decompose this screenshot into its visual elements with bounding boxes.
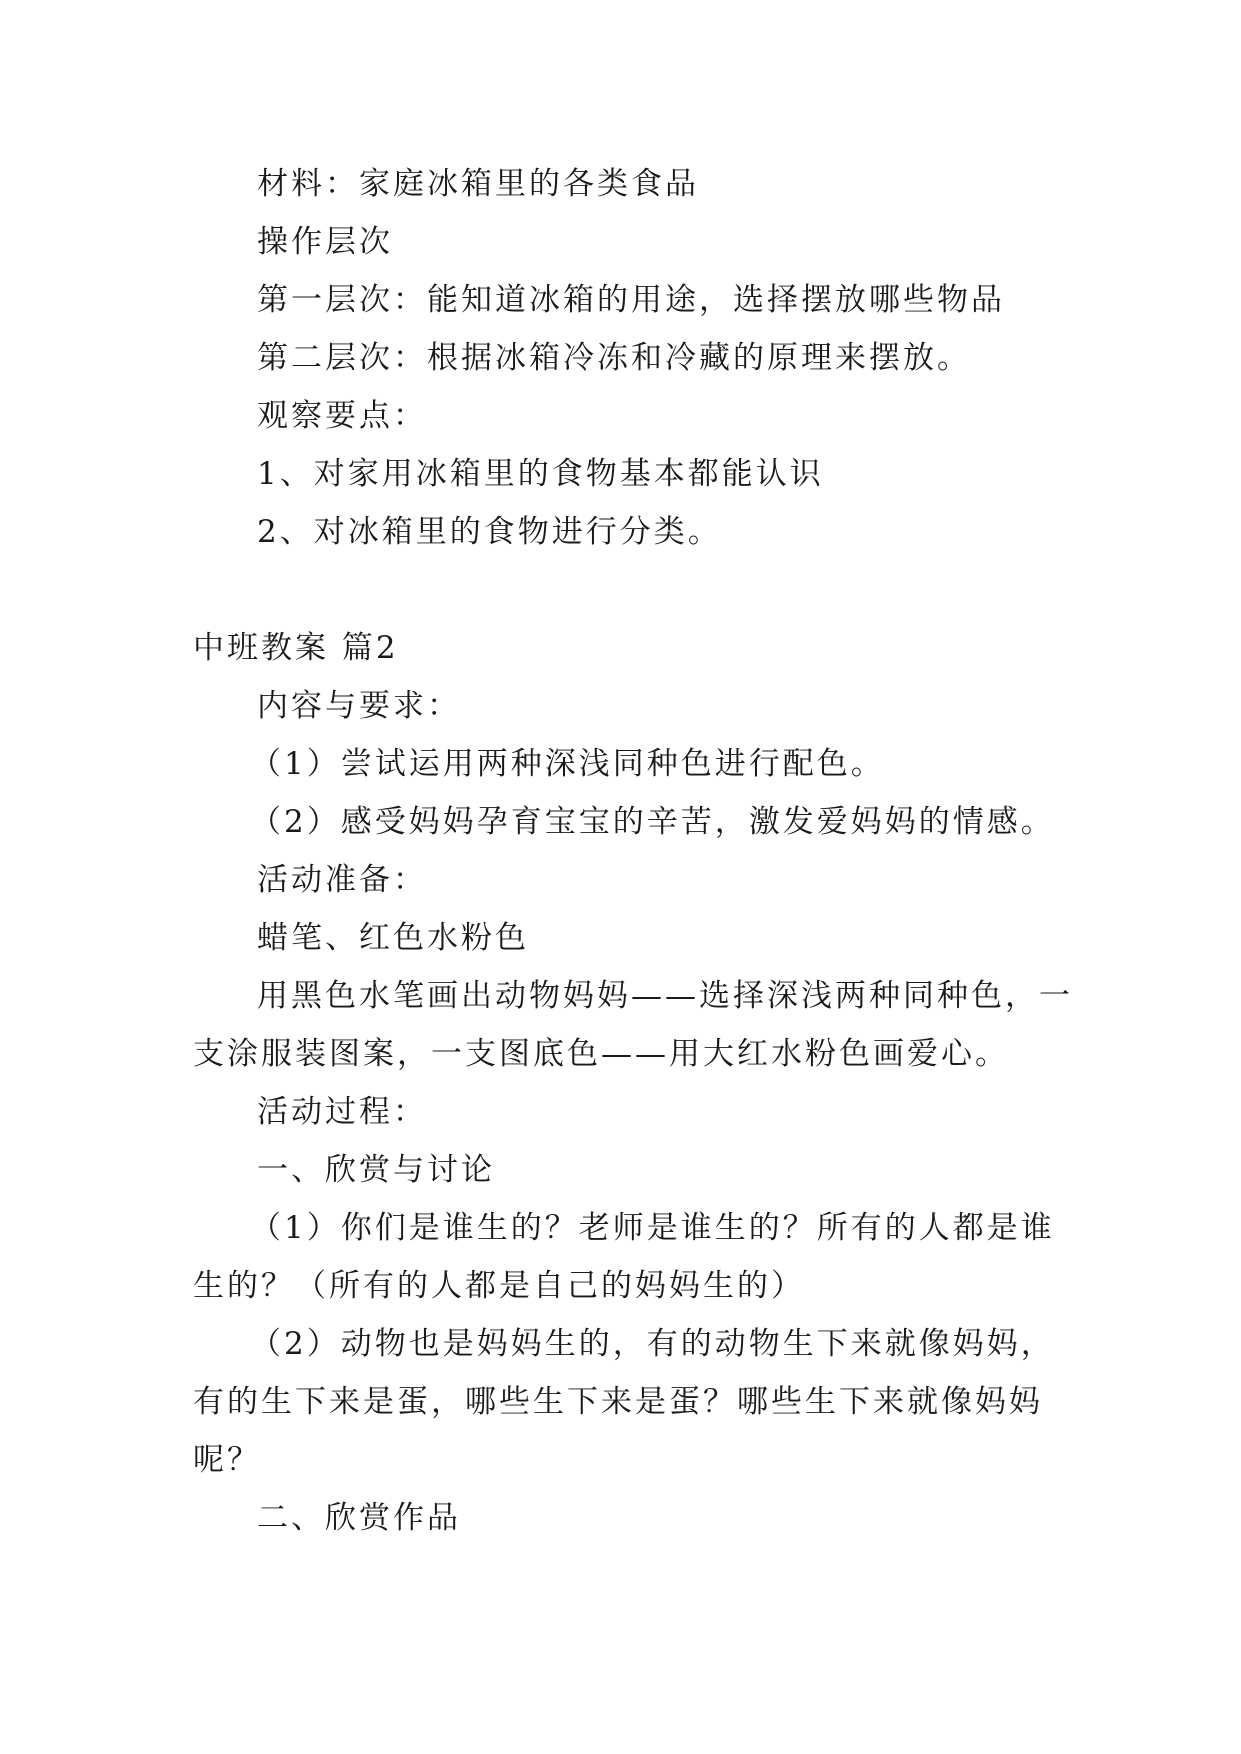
level-two-line: 第二层次：根据冰箱冷冻和冷藏的原理来摆放。 [257, 340, 971, 376]
observation-point-2: 2、对冰箱里的食物进行分类。 [257, 514, 722, 550]
level-one-line: 第一层次：能知道冰箱的用途，选择摆放哪些物品 [257, 282, 1005, 318]
observation-point-1: 1、对家用冰箱里的食物基本都能认识 [257, 456, 824, 492]
activity-process-heading: 活动过程： [257, 1094, 427, 1130]
operation-levels-heading: 操作层次 [257, 224, 393, 260]
requirement-1: （1）尝试运用两种深浅同种色进行配色。 [250, 746, 885, 782]
requirement-2: （2）感受妈妈孕育宝宝的辛苦，激发爱妈妈的情感。 [250, 804, 1055, 840]
activity-preparation-heading: 活动准备： [257, 862, 427, 898]
question-1-line-2: 生的？（所有的人都是自己的妈妈生的） [193, 1268, 805, 1304]
question-2-line-1: （2）动物也是妈妈生的，有的动物生下来就像妈妈， [250, 1326, 1055, 1362]
section-title: 中班教案 篇2 [193, 630, 399, 666]
preparation-text-line-1: 用黑色水笔画出动物妈妈——选择深浅两种同种色，一 [257, 978, 1073, 1014]
materials-list: 蜡笔、红色水粉色 [257, 920, 529, 956]
question-1-line-1: （1）你们是谁生的？老师是谁生的？所有的人都是谁 [250, 1210, 1055, 1246]
question-2-line-3: 呢？ [193, 1442, 261, 1478]
preparation-text-line-2: 支涂服装图案，一支图底色——用大红水粉色画爱心。 [193, 1036, 1009, 1072]
step-one-heading: 一、欣赏与讨论 [257, 1152, 495, 1188]
step-two-heading: 二、欣赏作品 [257, 1500, 461, 1536]
materials-line: 材料：家庭冰箱里的各类食品 [257, 166, 699, 202]
observation-points-heading: 观察要点： [257, 398, 427, 434]
question-2-line-2: 有的生下来是蛋，哪些生下来是蛋？哪些生下来就像妈妈 [193, 1384, 1043, 1420]
content-requirements-heading: 内容与要求： [257, 688, 461, 724]
